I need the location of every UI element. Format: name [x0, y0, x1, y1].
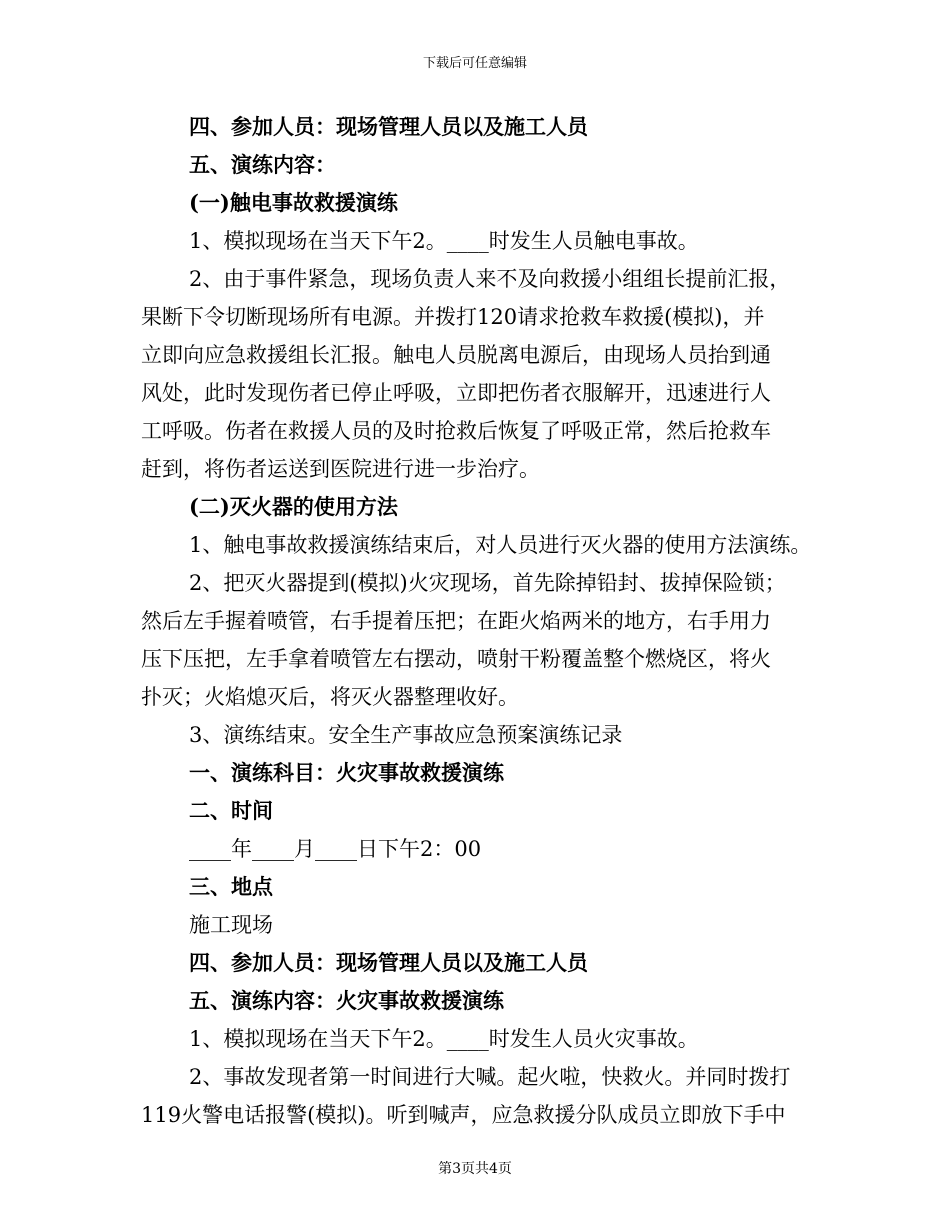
page-header: 下载后可任意编辑: [422, 56, 527, 71]
paragraph-line: 果断下令切断现场所有电源。并拨打120请求抢救车救援(模拟)，并: [141, 305, 765, 329]
paragraph-line: 施工现场: [189, 913, 273, 937]
paragraph-line: 2、由于事件紧急，现场负责人来不及向救援小组组长提前汇报，: [189, 267, 791, 291]
paragraph-line: 赶到，将伤者运送到医院进行进一步治疗。: [141, 457, 540, 481]
section-heading: (二)灭火器的使用方法: [189, 494, 398, 519]
paragraph-line: ____年____月____日下午2：00: [189, 837, 482, 861]
paragraph-line: 1、模拟现场在当天下午2。____时发生人员火灾事故。: [189, 1027, 699, 1051]
paragraph-line: 2、事故发现者第一时间进行大喊。起火啦，快救火。并同时拨打: [189, 1065, 791, 1089]
section-heading: 四、参加人员：现场管理人员以及施工人员: [189, 114, 588, 139]
section-heading: 五、演练内容：火灾事故救援演练: [189, 988, 504, 1013]
paragraph-line: 立即向应急救援组长汇报。触电人员脱离电源后，由现场人员抬到通: [141, 343, 771, 367]
paragraph-line: 风处，此时发现伤者已停止呼吸，立即把伤者衣服解开，迅速进行人: [141, 381, 771, 405]
paragraph-line: 119火警电话报警(模拟)。听到喊声，应急救援分队成员立即放下手中: [141, 1103, 786, 1127]
document-body: [141, 108, 811, 1134]
paragraph-line: 1、触电事故救援演练结束后，对人员进行灭火器的使用方法演练。: [189, 533, 812, 557]
paragraph-line: 工呼吸。伤者在救援人员的及时抢救后恢复了呼吸正常，然后抢救车: [141, 419, 771, 443]
paragraph-line: 压下压把，左手拿着喷管左右摆动，喷射干粉覆盖整个燃烧区，将火: [141, 647, 771, 671]
section-heading: 一、演练科目：火灾事故救援演练: [189, 760, 504, 785]
section-heading: 四、参加人员：现场管理人员以及施工人员: [189, 950, 588, 975]
page-footer: 第3页共4页: [438, 1161, 512, 1177]
paragraph-line: 2、把灭火器提到(模拟)火灾现场，首先除掉铅封、拔掉保险锁；: [189, 571, 786, 595]
section-heading: 二、时间: [189, 798, 273, 823]
paragraph-line: 3、演练结束。安全生产事故应急预案演练记录: [189, 723, 623, 747]
section-heading: 五、演练内容：: [189, 152, 336, 177]
paragraph-line: 然后左手握着喷管，右手提着压把；在距火焰两米的地方，右手用力: [141, 609, 771, 633]
section-heading: 三、地点: [189, 874, 273, 899]
section-heading: (一)触电事故救援演练: [189, 190, 398, 215]
paragraph-line: 扑灭；火焰熄灭后，将灭火器整理收好。: [141, 685, 519, 709]
paragraph-line: 1、模拟现场在当天下午2。____时发生人员触电事故。: [189, 229, 699, 253]
